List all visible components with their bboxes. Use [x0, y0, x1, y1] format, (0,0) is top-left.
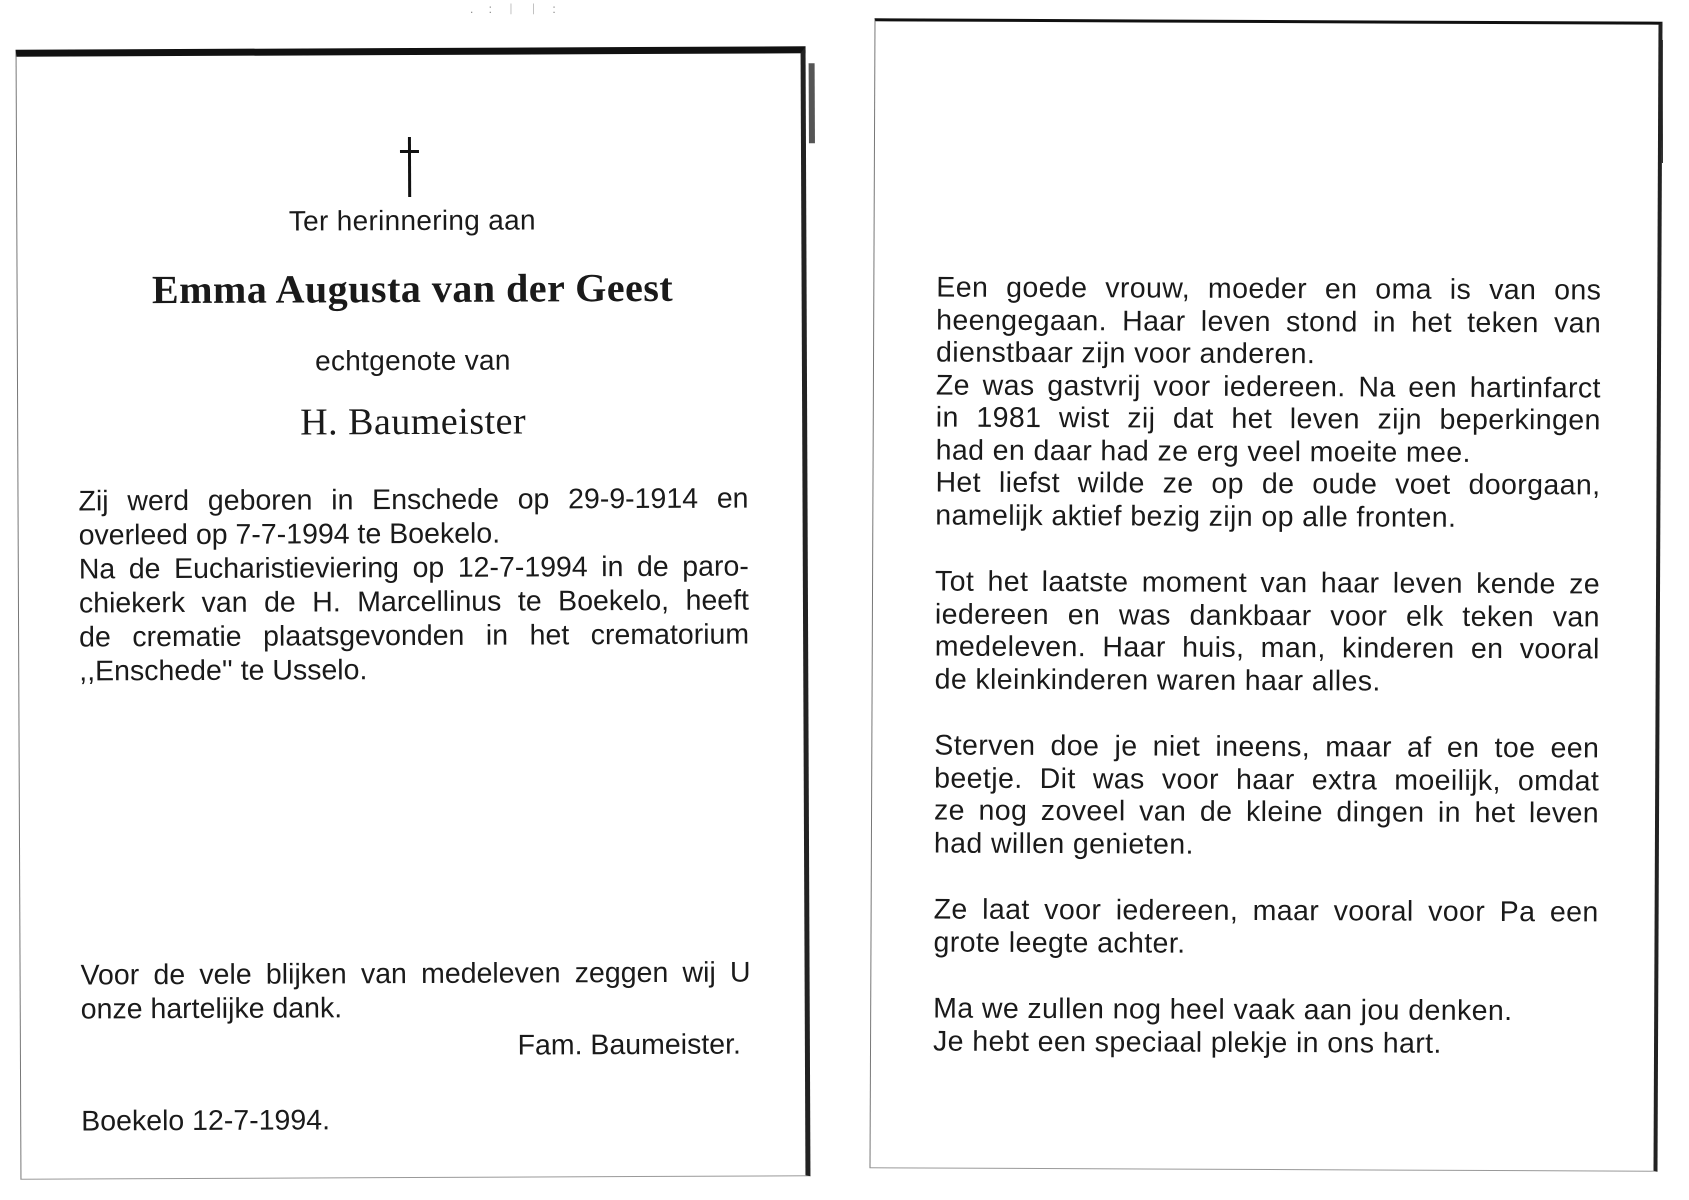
text-line: Een goede vrouw, moeder en oma is van ons: [936, 271, 1602, 307]
paragraph: [933, 993, 1598, 1061]
memorial-card-front: [16, 46, 811, 1179]
thanks-line: onze hartelijke dank.: [80, 992, 343, 1026]
text-line: Ma we zullen nog heel vaak aan jou denken.: [933, 992, 1513, 1028]
scan-specks: . : ᛁ ᛁ :: [470, 2, 562, 16]
text-line: had willen genieten.: [933, 827, 1194, 861]
text-line: grote leegte achter.: [933, 926, 1186, 960]
cross-icon: [400, 137, 420, 197]
place-date: [81, 1102, 751, 1139]
biography: [78, 482, 749, 689]
paragraph: [935, 272, 1601, 535]
bio-line: ,,Enschede'' te Usselo.: [79, 654, 368, 688]
text-line: Ze laat voor iedereen, maar vooral voor Pa een: [933, 893, 1599, 929]
text-line: medeleven. Haar huis, man, kinderen en vooral: [934, 630, 1600, 666]
bio-line: Na de Eucharistieviering op 12-7-1994 in de paro-: [78, 550, 749, 586]
text-line: ze nog zoveel van de kleine dingen in het leven: [933, 794, 1600, 830]
text-line: beetje. Dit was voor haar extra moeilijk, omdat: [934, 762, 1600, 797]
relation-text: echtgenote van: [314, 344, 511, 377]
text-line: in 1981 wist zij dat het leven zijn beperkingen: [935, 401, 1601, 437]
memorial-text: [933, 272, 1602, 1095]
thanks-text: [81, 956, 751, 1027]
paragraph: [933, 894, 1598, 962]
text-line: iedereen en was dankbaar voor elk teken van: [934, 598, 1600, 633]
text-line: dienstbaar zijn voor anderen.: [935, 336, 1316, 371]
bio-line: overleed op 7-7-1994 te Boekelo.: [78, 517, 501, 552]
paragraph: [934, 730, 1600, 863]
paragraph: [935, 566, 1601, 699]
family-signature: Fam. Baumeister.: [517, 1028, 741, 1062]
bio-line: de crematie plaatsgevonden in het crematorium: [79, 618, 750, 654]
text-line: Ze was gastvrij voor iedereen. Na een hartinfarct: [935, 369, 1601, 404]
text-line: Het liefst wilde ze op de oude voet doorgaan,: [935, 466, 1601, 502]
deceased-name: Emma Augusta van der Geest: [151, 264, 674, 313]
memorial-card-back: [869, 18, 1662, 1171]
spouse-name: H. Baumeister: [300, 400, 527, 444]
text-line: had en daar had ze erg veel moeite mee.: [935, 434, 1471, 469]
text-line: de kleinkinderen waren haar alles.: [934, 663, 1381, 698]
bio-line: chiekerk van de H. Marcellinus te Boekelo, heeft: [78, 584, 750, 620]
thanks-line: Voor de vele blijken van medeleven zeggen wij U: [80, 956, 751, 992]
text-line: namelijk aktief bezig zijn op alle fronten.: [935, 499, 1457, 534]
bio-line: Zij werd geboren in Enschede op 29-9-1914 en: [78, 482, 749, 518]
place-date-text: Boekelo 12-7-1994.: [81, 1104, 331, 1138]
text-line: heengegaan. Haar leven stond in het teken van: [936, 304, 1602, 339]
text-line: Sterven doe je niet ineens, maar af en toe een: [934, 729, 1600, 765]
text-line: Tot het laatste moment van haar leven kende ze: [934, 565, 1601, 601]
intro-text: Ter herinnering aan: [288, 204, 536, 237]
text-line: Je hebt een speciaal plekje in ons hart.: [932, 1025, 1442, 1060]
